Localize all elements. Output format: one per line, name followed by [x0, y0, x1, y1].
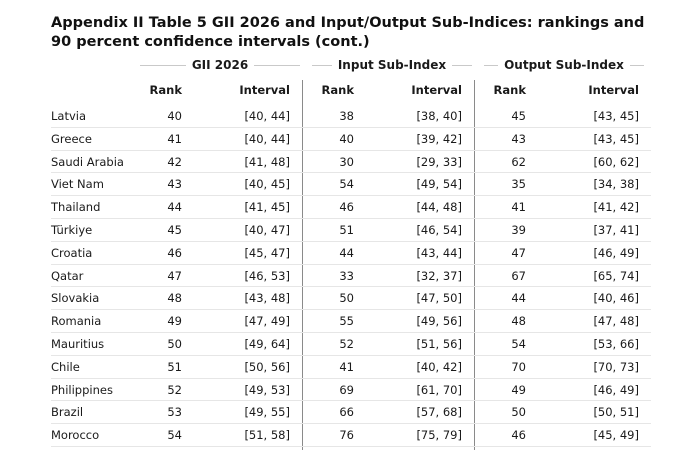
row-divider — [51, 241, 651, 242]
output-interval-cell: [40, 46] — [593, 291, 639, 306]
group-label: Input Sub-Index — [332, 58, 452, 72]
output-interval-cell: [46, 49] — [593, 382, 639, 397]
output-rank-cell: 48 — [511, 314, 526, 329]
column-divider-input-output — [474, 80, 475, 450]
input-rank-cell: 50 — [339, 291, 354, 306]
column-header-input-interval: Interval — [411, 83, 462, 97]
output-rank-cell: 50 — [511, 405, 526, 420]
gii-rank-cell: 43 — [167, 177, 182, 192]
gii-interval-cell: [41, 45] — [244, 200, 290, 215]
gii-interval-cell: [40, 44] — [244, 109, 290, 123]
output-rank-cell: 54 — [511, 337, 526, 351]
output-interval-cell: [41, 42] — [593, 200, 639, 215]
input-rank-cell: 54 — [339, 177, 354, 192]
output-interval-cell: [53, 66] — [593, 337, 639, 351]
group-header-input — [312, 56, 472, 74]
row-divider — [51, 172, 651, 173]
input-interval-cell: [29, 33] — [416, 154, 462, 169]
row-divider — [51, 446, 651, 447]
input-interval-cell: [43, 44] — [416, 245, 462, 260]
output-rank-cell: 44 — [511, 291, 526, 306]
country-cell: Qatar — [51, 268, 84, 283]
row-divider — [51, 286, 651, 287]
group-label: GII 2026 — [186, 58, 254, 72]
input-rank-cell: 46 — [339, 200, 354, 215]
country-cell: Viet Nam — [51, 177, 104, 192]
gii-interval-cell: [40, 44] — [244, 131, 290, 146]
input-rank-cell: 40 — [339, 131, 354, 146]
input-rank-cell: 33 — [339, 268, 354, 283]
row-divider — [51, 400, 651, 401]
column-header-output-interval: Interval — [588, 83, 639, 97]
input-interval-cell: [57, 68] — [416, 405, 462, 420]
gii-rank-cell: 42 — [167, 154, 182, 169]
row-divider — [51, 264, 651, 265]
row-divider — [51, 150, 651, 151]
input-interval-cell: [32, 37] — [416, 268, 462, 283]
gii-rank-cell: 47 — [167, 268, 182, 283]
input-rank-cell: 30 — [339, 154, 354, 169]
output-rank-cell: 39 — [511, 223, 526, 237]
input-interval-cell: [61, 70] — [416, 382, 462, 397]
gii-rank-cell: 51 — [167, 359, 182, 374]
country-cell: Türkiye — [51, 223, 93, 237]
output-interval-cell: [43, 45] — [593, 131, 639, 146]
country-cell: Thailand — [51, 200, 101, 215]
gii-interval-cell: [49, 64] — [244, 337, 290, 351]
output-interval-cell: [60, 62] — [593, 154, 639, 169]
output-interval-cell: [65, 74] — [593, 268, 639, 283]
country-cell: Chile — [51, 359, 80, 374]
output-interval-cell: [50, 51] — [593, 405, 639, 420]
output-rank-cell: 35 — [511, 177, 526, 192]
input-rank-cell: 38 — [339, 109, 354, 123]
gii-interval-cell: [45, 47] — [244, 245, 290, 260]
country-cell: Slovakia — [51, 291, 100, 306]
gii-rank-cell: 44 — [167, 200, 182, 215]
output-rank-cell: 49 — [511, 382, 526, 397]
input-interval-cell: [47, 50] — [416, 291, 462, 306]
input-rank-cell: 69 — [339, 382, 354, 397]
country-cell: Morocco — [51, 428, 100, 443]
gii-rank-cell: 52 — [167, 382, 182, 397]
gii-rank-cell: 48 — [167, 291, 182, 306]
output-interval-cell: [34, 38] — [593, 177, 639, 192]
gii-interval-cell: [51, 58] — [244, 428, 290, 443]
country-cell: Latvia — [51, 109, 87, 123]
gii-interval-cell: [46, 53] — [244, 268, 290, 283]
output-rank-cell: 62 — [511, 154, 526, 169]
output-rank-cell: 70 — [511, 359, 526, 374]
output-interval-cell: [45, 49] — [593, 428, 639, 443]
input-interval-cell: [51, 56] — [416, 337, 462, 351]
input-rank-cell: 51 — [339, 223, 354, 237]
output-rank-cell: 46 — [511, 428, 526, 443]
input-rank-cell: 55 — [339, 314, 354, 329]
row-divider — [51, 218, 651, 219]
input-rank-cell: 44 — [339, 245, 354, 260]
output-rank-cell: 45 — [511, 109, 526, 123]
gii-rank-cell: 54 — [167, 428, 182, 443]
column-header-input-rank: Rank — [321, 83, 354, 97]
row-divider — [51, 309, 651, 310]
input-interval-cell: [44, 48] — [416, 200, 462, 215]
input-interval-cell: [39, 42] — [416, 131, 462, 146]
column-divider-gii-input — [302, 80, 303, 450]
gii-rank-cell: 53 — [167, 405, 182, 420]
gii-rank-cell: 50 — [167, 337, 182, 351]
input-rank-cell: 52 — [339, 337, 354, 351]
row-divider — [51, 195, 651, 196]
column-header-gii-rank: Rank — [149, 83, 182, 97]
country-cell: Romania — [51, 314, 102, 329]
input-rank-cell: 76 — [339, 428, 354, 443]
gii-interval-cell: [50, 56] — [244, 359, 290, 374]
gii-interval-cell: [40, 45] — [244, 177, 290, 192]
input-interval-cell: [40, 42] — [416, 359, 462, 374]
output-rank-cell: 41 — [511, 200, 526, 215]
row-divider — [51, 423, 651, 424]
input-interval-cell: [75, 79] — [416, 428, 462, 443]
row-divider — [51, 332, 651, 333]
input-rank-cell: 66 — [339, 405, 354, 420]
country-cell: Saudi Arabia — [51, 154, 124, 169]
group-header-gii — [140, 56, 300, 74]
gii-interval-cell: [41, 48] — [244, 154, 290, 169]
gii-rank-cell: 40 — [167, 109, 182, 123]
output-interval-cell: [47, 48] — [593, 314, 639, 329]
gii-interval-cell: [43, 48] — [244, 291, 290, 306]
gii-rank-cell: 46 — [167, 245, 182, 260]
input-interval-cell: [38, 40] — [416, 109, 462, 123]
output-interval-cell: [37, 41] — [593, 223, 639, 237]
country-cell: Croatia — [51, 245, 93, 260]
output-rank-cell: 43 — [511, 131, 526, 146]
input-interval-cell: [46, 54] — [416, 223, 462, 237]
country-cell: Philippines — [51, 382, 113, 397]
input-interval-cell: [49, 54] — [416, 177, 462, 192]
country-cell: Brazil — [51, 405, 84, 420]
table-title: Appendix II Table 5 GII 2026 and Input/Output Sub-Indices: rankings and 90 percent confidence intervals (cont.) — [51, 15, 645, 50]
gii-interval-cell: [49, 55] — [244, 405, 290, 420]
output-interval-cell: [70, 73] — [593, 359, 639, 374]
row-divider — [51, 378, 651, 379]
gii-rank-cell: 41 — [167, 131, 182, 146]
group-label: Output Sub-Index — [498, 58, 630, 72]
row-divider — [51, 127, 651, 128]
country-cell: Greece — [51, 131, 92, 146]
row-divider — [51, 355, 651, 356]
column-header-output-rank: Rank — [493, 83, 526, 97]
input-rank-cell: 41 — [339, 359, 354, 374]
column-header-gii-interval: Interval — [239, 83, 290, 97]
output-rank-cell: 47 — [511, 245, 526, 260]
output-interval-cell: [43, 45] — [593, 109, 639, 123]
group-header-output — [484, 56, 644, 74]
gii-rank-cell: 49 — [167, 314, 182, 329]
input-interval-cell: [49, 56] — [416, 314, 462, 329]
gii-interval-cell: [47, 49] — [244, 314, 290, 329]
gii-interval-cell: [40, 47] — [244, 223, 290, 237]
gii-rank-cell: 45 — [167, 223, 182, 237]
gii-interval-cell: [49, 53] — [244, 382, 290, 397]
output-rank-cell: 67 — [511, 268, 526, 283]
output-interval-cell: [46, 49] — [593, 245, 639, 260]
country-cell: Mauritius — [51, 337, 105, 351]
